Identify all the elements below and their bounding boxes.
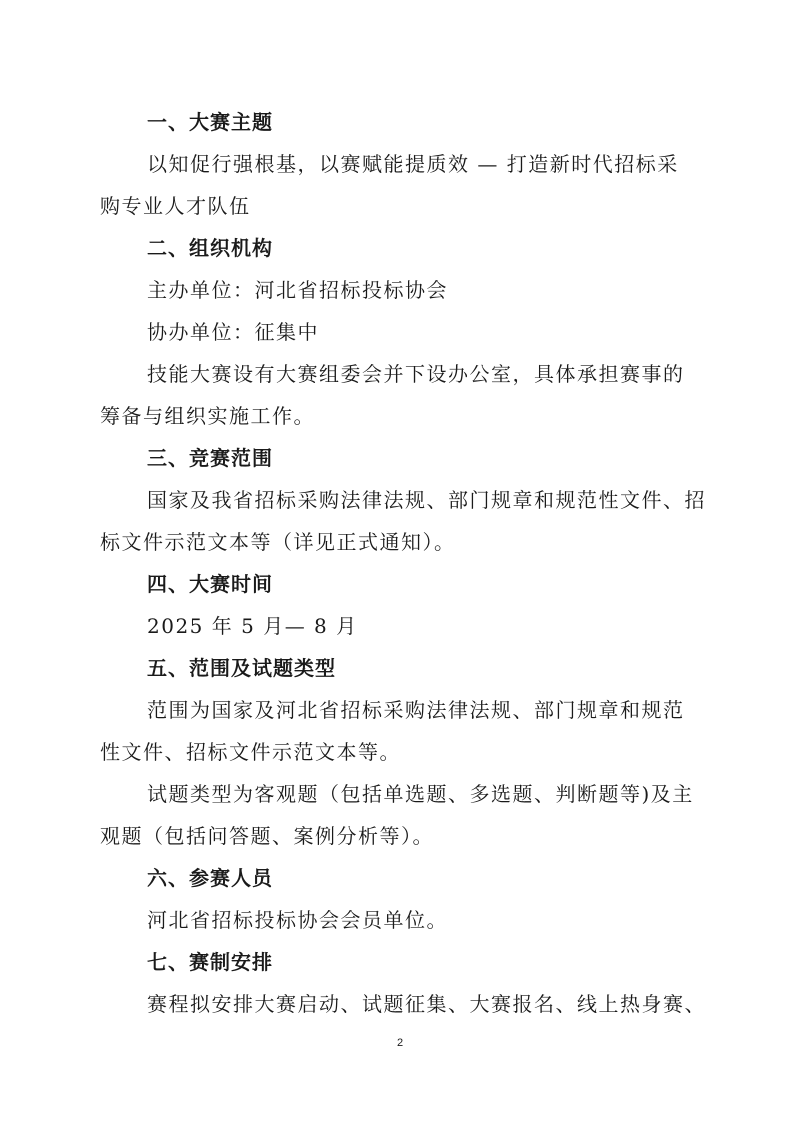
paragraph-line: 2025 年 5 月— 8 月 <box>147 614 358 638</box>
paragraph-line: 技能大赛设有大赛组委会并下设办公室，具体承担赛事的 <box>147 362 685 386</box>
section-heading-organization: 二、组织机构 <box>147 236 273 260</box>
paragraph-line: 以知促行强根基，以赛赋能提质效 — 打造新时代招标采 <box>147 152 679 176</box>
paragraph-line: 协办单位：征集中 <box>147 320 319 344</box>
paragraph-line: 河北省招标投标协会会员单位。 <box>147 908 448 932</box>
page-number: 2 <box>396 1037 404 1049</box>
paragraph-line: 购专业人才队伍 <box>100 194 251 218</box>
paragraph-line: 性文件、招标文件示范文本等。 <box>100 740 401 764</box>
section-heading-participants: 六、参赛人员 <box>147 866 273 890</box>
section-heading-schedule: 七、赛制安排 <box>147 950 273 974</box>
paragraph-line: 观题（包括问答题、案例分析等）。 <box>100 824 434 848</box>
section-heading-scope: 三、竞赛范围 <box>147 446 273 470</box>
section-heading-time: 四、大赛时间 <box>147 572 273 596</box>
paragraph-line: 国家及我省招标采购法律法规、部门规章和规范性文件、招 <box>147 488 706 512</box>
paragraph-line: 主办单位：河北省招标投标协会 <box>147 278 448 302</box>
paragraph-line: 赛程拟安排大赛启动、试题征集、大赛报名、线上热身赛、 <box>147 992 706 1016</box>
paragraph-line: 范围为国家及河北省招标采购法律法规、部门规章和规范 <box>147 698 685 722</box>
paragraph-line: 试题类型为客观题（包括单选题、多选题、判断题等)及主 <box>147 782 694 806</box>
section-heading-theme: 一、大赛主题 <box>147 110 273 134</box>
section-heading-question-types: 五、范围及试题类型 <box>147 656 336 680</box>
paragraph-line: 筹备与组织实施工作。 <box>100 404 315 428</box>
paragraph-line: 标文件示范文本等（详见正式通知）。 <box>100 530 456 554</box>
